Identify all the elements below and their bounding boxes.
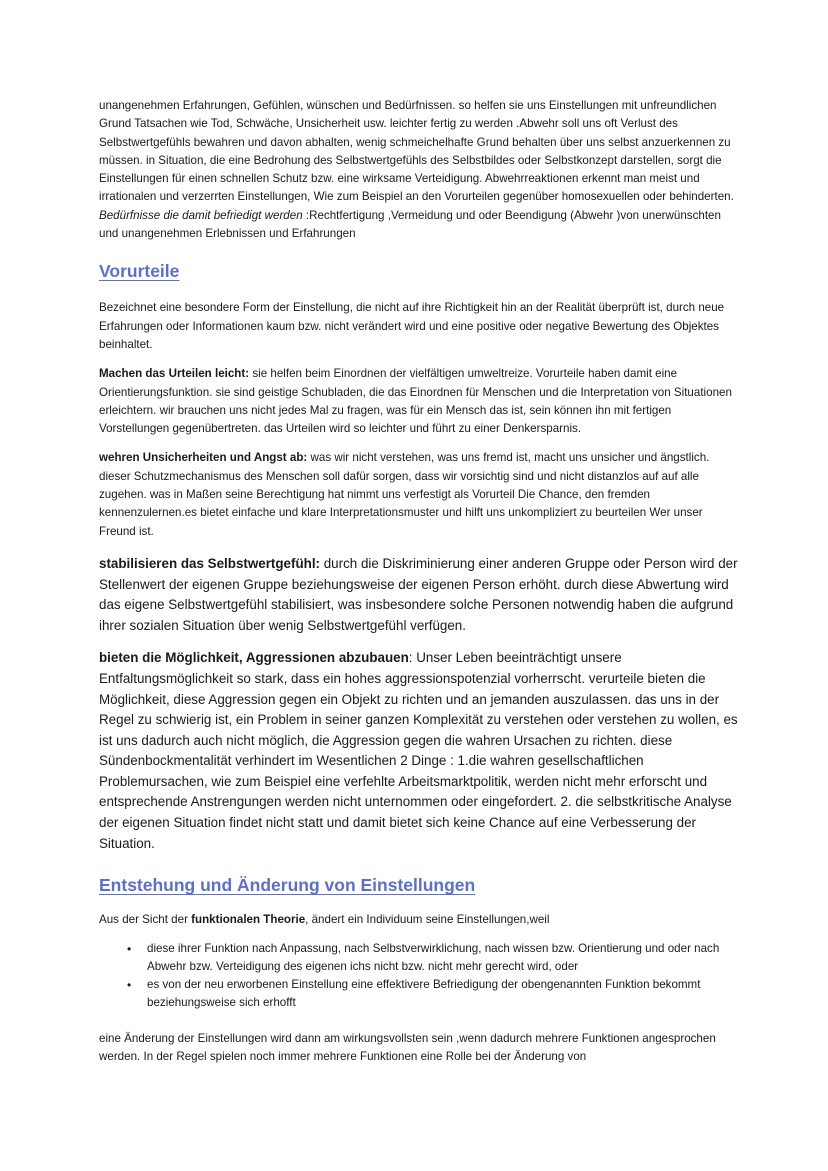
- list-item: [127, 940, 739, 977]
- section-aggression: [99, 648, 739, 854]
- vorurteile-definition: Bezeichnet eine besondere Form der Einstellung, die nicht auf ihre Richtigkeit hin an der Realität überprüft ist, durch neue Erfahrungen oder Informationen kaum bzw. nicht verändert wird und eine positive oder negative Bewertung des Objektes beinhaltet.: [99, 301, 725, 351]
- bullet-icon: •: [127, 978, 132, 993]
- intro-text-2: :Rechtfertigung ,Vermeidung und oder Beendigung (Abwehr )von unerwünschten und unangenehmen Erlebnissen und Erfahrungen: [99, 208, 721, 241]
- list-item: [127, 976, 739, 1013]
- intro-text-1: unangenehmen Erfahrungen, Gefühlen, wünschen und Bedürfnissen. so helfen sie uns Einstellungen mit unfreundlichen Grund Tatsachen wie Tod, Schwäche, Unsicherheit usw. leichter fertig zu werden .Abwehr soll uns oft Verlust des Selbstwertgefühls bewahren und davon abhalten, wenig schmeichelhafte Grund behalten über uns selbst anzuerkennen zu müssen. in Situation, die eine Bedrohung des Selbstwertgefühls des Selbstbildes oder Selbstkonzept darstellen, sorgt die Einstellungen für einen schnellen Schutz bzw. eine wirksame Verteidigung. Abwehrreaktionen erkennt man meist und irrationalen und verzerrten Einstellungen, Wie zum Beispiel an den Vorurteilen gegenüber homosexuellen oder behinderten.: [99, 99, 734, 204]
- entstehung-bullet-list: [127, 940, 739, 1013]
- bullet-icon: •: [127, 941, 132, 956]
- section-selbstwert-text: durch die Diskriminierung einer anderen Gruppe oder Person wird der Stellenwert der eigenen Gruppe beziehungsweise der eigenen Person erhöht. durch diese Abwertung wird das eigene Selbstwertgefühl stabilisiert, was insbesondere solche Personen notwendig haben die aufgrund ihrer sozialen Situation über wenig Selbstwertgefühl verfügen.: [99, 555, 738, 633]
- document-content: [99, 97, 739, 1066]
- entstehung-lead-text-1: Aus der Sicht der: [99, 913, 192, 927]
- section-urteilen: [99, 365, 739, 438]
- entstehung-lead-bold: funktionalen Theorie: [191, 913, 306, 927]
- list-item-text: es von der neu erworbenen Einstellung eine effektivere Befriedigung der obengenannten Funktion bekommt beziehungsweise sich erhofft: [147, 978, 701, 1010]
- section-aggression-text: : Unser Leben beeinträchtigt unsere Entfaltungsmöglichkeit so stark, dass ein hohes aggressionspotenzial vorherrscht. verurteile bieten die Möglichkeit, diese Aggression gegen ein Objekt zu richten und an jemanden auszulassen. das uns in der Regel zu schwierig ist, ein Problem in seiner ganzen Komplexität zu verstehen oder verstehen zu wollen, es ist uns dadurch auch nicht möglich, die Aggression gegen die wahren Ursachen zu richten. diese Sündenbockmentalität verhindert im Wesentlichen 2 Dinge : 1.die wahren gesellschaftlichen Problemursachen, wie zum Beispiel eine verfehlte Arbeitsmarktpolitik, werden nicht mehr erforscht und entsprechende Anstrengungen werden nicht unternommen oder eingefordert. 2. die selbstkritische Analyse der eigenen Situation findet nicht statt und damit bietet sich keine Chance auf eine Verbesserung der Situation.: [99, 650, 738, 851]
- entstehung-closing: eine Änderung der Einstellungen wird dann am wirkungsvollsten sein ,wenn dadurch mehrere Funktionen angesprochen werden. In der Regel spielen noch immer mehrere Funktionen eine Rolle bei der Änderung von: [99, 1031, 716, 1064]
- section-selbstwert-title: stabilisieren das Selbstwertgefühl:: [99, 555, 321, 571]
- section-unsicherheit-text: was wir nicht verstehen, was uns fremd ist, macht uns unsicher und ängstlich. dieser Schutzmechanismus des Menschen soll dafür sorgen, dass wir vorsichtig sind und nicht distanzlos auf auf alle zugehen. was in Maßen seine Berechtigung hat nimmt uns verfestigt als Vorurteil Die Chance, den fremden kennenzulernen.es bietet einfache und klare Interpretationsmuster und hilft uns unkompliziert zu beurteilen Wer unser Freund ist.: [99, 451, 710, 538]
- section-aggression-title: bieten die Möglichkeit, Aggressionen abzubauen: [99, 650, 409, 666]
- section-selbstwert: [99, 554, 739, 636]
- entstehung-lead-text-2: , ändert ein Individuum seine Einstellungen,weil: [305, 913, 550, 927]
- section-urteilen-title: Machen das Urteilen leicht:: [99, 367, 250, 381]
- heading-entstehung: Entstehung und Änderung von Einstellungen: [99, 875, 476, 896]
- entstehung-lead: [99, 911, 739, 929]
- section-urteilen-text: sie helfen beim Einordnen der vielfältigen umweltreize. Vorurteile haben damit eine Orientierungsfunktion. sie sind geistige Schubladen, die das Einordnen für Menschen und die Interpretation von Situationen erleichtern. wir brauchen uns nicht jedes Mal zu fragen, was für ein Mensch das ist, sein können ihn mit fertigen Vorstellungen gegenübertreten. das Urteilen wird so leichter und führt zu einer Denkersparnis.: [99, 367, 732, 436]
- intro-italic-text: Bedürfnisse die damit befriedigt werden: [99, 208, 303, 222]
- heading-vorurteile: Vorurteile: [99, 261, 180, 282]
- section-unsicherheit-title: wehren Unsicherheiten und Angst ab:: [99, 451, 308, 465]
- section-unsicherheit: [99, 449, 739, 540]
- list-item-text: diese ihrer Funktion nach Anpassung, nach Selbstverwirklichung, nach wissen bzw. Orientierung und oder nach Abwehr bzw. Verteidigung des eigenen ichs nicht bzw. nicht mehr gerecht wird, oder: [147, 941, 720, 973]
- intro-paragraph: [99, 97, 739, 243]
